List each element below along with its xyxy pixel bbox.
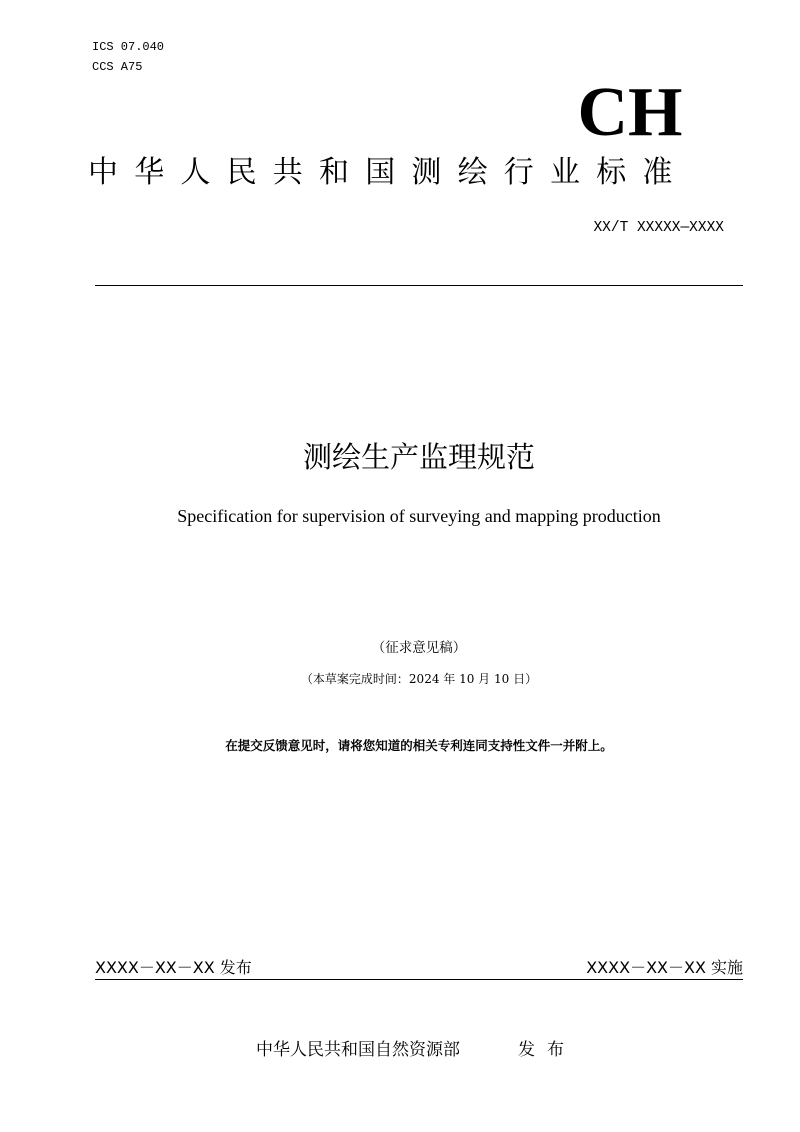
patent-notice: 在提交反馈意见时，请将您知道的相关专利连同支持性文件一并附上。 bbox=[225, 738, 613, 753]
ch-logo: CH bbox=[577, 74, 683, 151]
issuer-line: 中华人民共和国测绘行业标准 bbox=[88, 155, 689, 190]
publish-label: 发布 bbox=[518, 1040, 576, 1060]
title-english: Specification for supervision of surveying and mapping production bbox=[177, 506, 661, 526]
title-chinese: 测绘生产监理规范 bbox=[302, 440, 535, 474]
ccs-code: CCS A75 bbox=[92, 60, 143, 74]
publisher: 中华人民共和国自然资源部 bbox=[256, 1040, 460, 1060]
ics-code: ICS 07.040 bbox=[92, 40, 165, 54]
top-divider bbox=[95, 285, 743, 286]
implementation-date: XXXX－XX－XX 实施 bbox=[586, 958, 743, 977]
release-date: XXXX－XX－XX 发布 bbox=[95, 958, 252, 977]
draft-stage: （征求意见稿） bbox=[371, 640, 467, 656]
standard-number: XX/T XXXXX—XXXX bbox=[593, 220, 724, 236]
bottom-divider bbox=[95, 979, 743, 980]
draft-date-note: （本草案完成时间：2024 年 10 月 10 日） bbox=[300, 672, 538, 686]
